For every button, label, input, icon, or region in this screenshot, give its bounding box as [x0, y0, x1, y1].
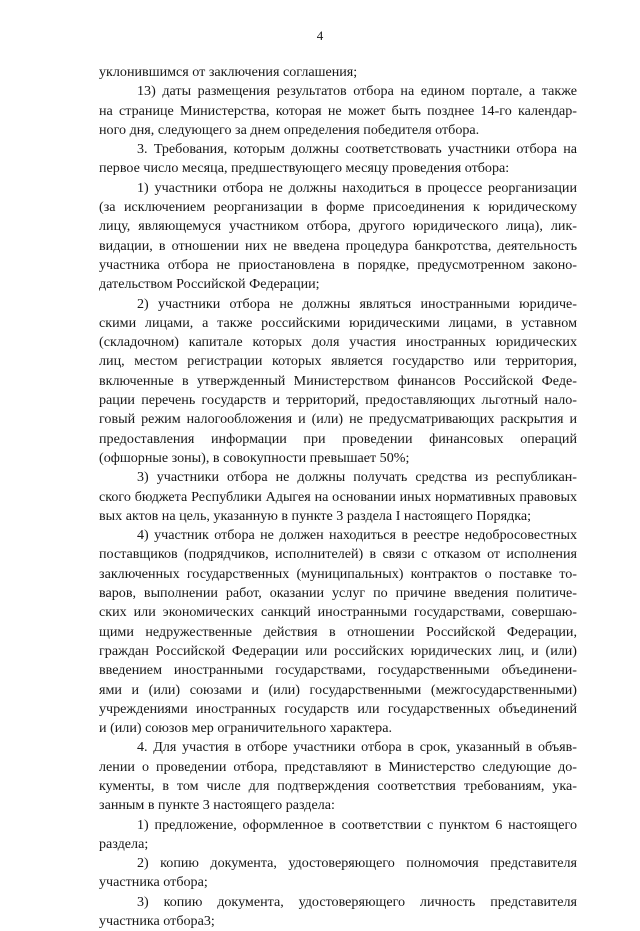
text-line: (за исключением реорганизации в форме присоединения к юридическому — [99, 199, 577, 216]
text-line: видации, в отношении них не введена процедура банкротства, деятельность — [99, 237, 577, 254]
text-line: введением иностранными государствами, государственными объединени- — [99, 662, 577, 679]
document-body — [99, 63, 577, 931]
text-line: щими недружественные действия в отношении Российской Федерации, — [99, 623, 577, 640]
text-line: 3) участники отбора не должны получать средства из республикан- — [137, 469, 577, 486]
text-line: заключенных государственных (муниципальных) контрактов о поставке то- — [99, 565, 577, 582]
text-line: и (или) союзов мер ограничительного характера. — [99, 720, 393, 737]
text-line: 3) копию документа, удостоверяющего личность представителя — [137, 893, 577, 910]
text-line: граждан Российской Федерации или российских юридических лиц, и (или) — [99, 642, 577, 659]
text-line: участника отбора3; — [99, 913, 215, 930]
text-line: ских или экономических санкций иностранными государствами, совершаю- — [99, 604, 577, 621]
text-line: (офшорные зоны), в совокупности превышает 50%; — [99, 449, 410, 466]
text-line: учреждениями иностранных государств или государственных объединений — [99, 700, 577, 717]
page-number: 4 — [316, 28, 324, 43]
text-line: ного дня, следующего за днем определения победителя отбора. — [99, 121, 480, 138]
text-line: ского бюджета Республики Адыгея на основании иных нормативных правовых — [99, 488, 577, 505]
text-line: варов, выполнении работ, оказании услуг по причине введения политиче- — [99, 585, 577, 602]
text-line: 1) предложение, оформленное в соответствии с пунктом 6 настоящего — [137, 816, 577, 833]
text-line: занным в пункте 3 настоящего раздела: — [99, 797, 335, 814]
text-line: говый режим налогообложения и (или) не предусматривающих раскрытия и — [99, 411, 577, 428]
text-line: лении о проведении отбора, представляют в Министерство следующие до- — [99, 758, 577, 775]
text-line: на странице Министерства, которая не может быть позднее 14-го календар- — [99, 102, 577, 119]
text-line: 1) участники отбора не должны находиться в процессе реорганизации — [137, 179, 577, 196]
text-line: участника отбора не приостановлена в порядке, предусмотренном законо- — [99, 256, 577, 273]
text-line: предоставления информации при проведении финансовых операций — [99, 430, 577, 447]
text-line: 2) участники отбора не должны являться иностранными юридиче- — [137, 295, 577, 312]
text-line: 13) даты размещения результатов отбора на едином портале, а также — [137, 83, 577, 100]
text-line: кументы, в том числе для подтверждения соответствия требованиям, ука- — [99, 777, 577, 794]
text-line: поставщиков (подрядчиков, исполнителей) в связи с отказом от исполнения — [99, 546, 577, 563]
text-line: скими лицами, а также российскими юридическими лицами, в уставном — [99, 314, 577, 331]
text-line: (складочном) капитале которых доля участия иностранных юридических — [99, 334, 577, 351]
text-line: 4) участник отбора не должен находиться в реестре недобросовестных — [137, 527, 577, 544]
text-line: участника отбора; — [99, 874, 208, 891]
text-line: включенные в утвержденный Министерством финансов Российской Феде- — [99, 372, 577, 389]
text-line: уклонившимся от заключения соглашения; — [99, 64, 358, 80]
text-line: лиц, местом регистрации которых является государство или территория, — [99, 353, 577, 370]
text-line: рации перечень государств и территорий, предоставляющих льготный нало- — [99, 392, 577, 409]
text-line: лицу, являющемуся участником отбора, другого юридического лица), лик- — [99, 218, 577, 235]
text-line: вых актов на цель, указанную в пункте 3 раздела I настоящего Порядка; — [99, 507, 532, 524]
text-line: ями и (или) союзами и (или) государственными (межгосударственными) — [99, 681, 577, 698]
text-line: 4. Для участия в отборе участники отбора в срок, указанный в объяв- — [137, 739, 577, 756]
text-line: раздела; — [99, 835, 149, 852]
text-line: 2) копию документа, удостоверяющего полномочия представителя — [137, 855, 577, 872]
text-line: дательством Российской Федерации; — [99, 276, 320, 293]
text-line: 3. Требования, которым должны соответствовать участники отбора на — [137, 141, 577, 158]
text-line: первое число месяца, предшествующего месяцу проведения отбора: — [99, 160, 510, 177]
